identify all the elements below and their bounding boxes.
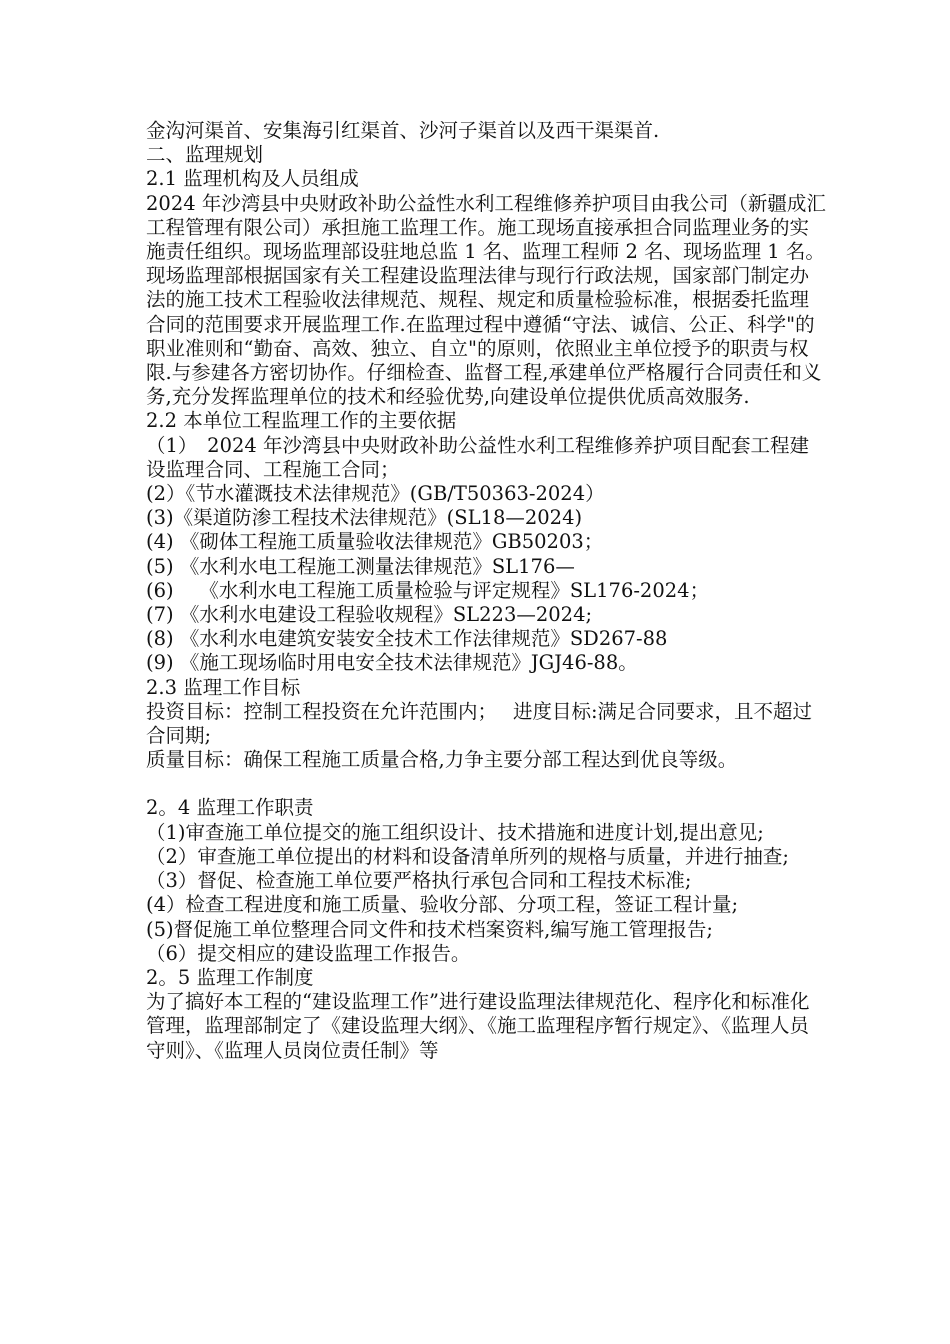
list-item: （6）提交相应的建设监理工作报告。: [146, 941, 471, 965]
list-item: (4) 《砌体工程施工质量验收法律规范》GB50203；: [146, 530, 604, 554]
list-item: (9) 《施工现场临时用电安全技术法律规范》JGJ46-88。: [146, 651, 638, 675]
list-item: (4）检查工程进度和施工质量、验收分部、分项工程，签证工程计量;: [146, 893, 739, 917]
subsection-heading: 2.1 监理机构及人员组成: [146, 167, 359, 191]
paragraph: 质量目标：确保工程施工质量合格,力争主要分部工程达到优良等级。: [146, 748, 738, 772]
list-item: （1)审查施工单位提交的施工组织设计、技术措施和进度计划,提出意见;: [146, 820, 764, 844]
list-item: (2）《节水灌溉技术法律规范》(GB/T50363-2024）: [146, 482, 605, 506]
subsection-heading: 2.2 本单位工程监理工作的主要依据: [146, 409, 457, 433]
list-item: （2）审查施工单位提出的材料和设备清单所列的规格与质量，并进行抽查;: [146, 844, 789, 868]
blank-line: [146, 772, 826, 796]
section-heading: 二、监理规划: [146, 143, 264, 167]
list-item: （3）督促、检查施工单位要严格执行承包合同和工程技术标准;: [146, 869, 692, 893]
subsection-heading: 2。5 监理工作制度: [146, 965, 314, 989]
list-item: （1） 2024 年沙湾县中央财政补助公益性水利工程维修养护项目配套工程建设监理合同、工程施工合同；: [146, 433, 809, 481]
intro-line: 金沟河渠首、安集海引红渠首、沙河子渠首以及西干渠渠首.: [146, 119, 660, 142]
list-item: (7) 《水利水电建设工程验收规程》SL223—2024;: [146, 603, 593, 627]
list-item: (5)督促施工单位整理合同文件和技术档案资料,编写施工管理报告;: [146, 917, 713, 941]
list-item: (3)《渠道防渗工程技术法律规范》(SL18—2024): [146, 506, 583, 530]
document-body: [146, 119, 826, 1063]
list-item: (5) 《水利水电工程施工测量法律规范》SL176—: [146, 554, 575, 578]
subsection-heading: 2。4 监理工作职责: [146, 796, 314, 820]
paragraph: 2024 年沙湾县中央财政补助公益性水利工程维修养护项目由我公司（新疆成汇工程管理有限公司）承担施工监理工作。施工现场直接承担合同监理业务的实施责任组织。现场监理部设驻地总监 1 名、监理工程师 2 名、现场监理 1 名。: [146, 191, 826, 264]
paragraph: 投资目标：控制工程投资在允许范围内； 进度目标:满足合同要求，且不超过合同期;: [146, 699, 813, 748]
list-item: (8) 《水利水电建筑安装安全技术工作法律规范》SD267-88: [146, 627, 668, 651]
paragraph: 现场监理部根据国家有关工程建设监理法律与现行行政法规，国家部门制定办法的施工技术工程验收法律规范、规程、规定和质量检验标准，根据委托监理合同的范围要求开展监理工作.在监理过程中遵循“守法、诚信、公正、科学"的职业准则和“勤奋、高效、独立、自立"的原则，依照业主单位授予的职责与权限.与参建各方密切协作。仔细检查、监督工程,承建单位严格履行合同责任和义务,充分发挥监理单位的技术和经验优势,向建设单位提供优质高效服务.: [146, 264, 822, 409]
paragraph: 为了搞好本工程的“建设监理工作”进行建设监理法律规范化、程序化和标准化管理，监理部制定了《建设监理大纲》、《施工监理程序暂行规定》、《监理人员守则》、《监理人员岗位责任制》等: [146, 990, 810, 1062]
list-item: (6) 《水利水电工程施工质量检验与评定规程》SL176-2024；: [146, 578, 710, 602]
subsection-heading: 2.3 监理工作目标: [146, 675, 301, 699]
